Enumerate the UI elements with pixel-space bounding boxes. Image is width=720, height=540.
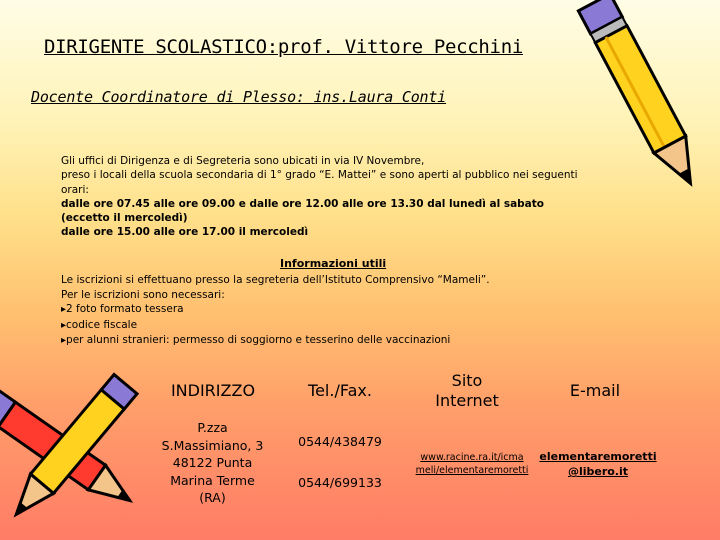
- website-line[interactable]: meli/elementaremoretti: [415, 465, 529, 476]
- office-hours-2: (eccetto il mercoledì): [61, 212, 188, 225]
- header-email: E-mail: [569, 381, 621, 400]
- email-link[interactable]: [538, 449, 658, 479]
- address-line: Marina Terme: [170, 472, 255, 488]
- website-line[interactable]: www.racine.ra.it/icma: [420, 452, 524, 463]
- phone-number: 0544/438479: [298, 434, 382, 449]
- info-line-2: Per le iscrizioni sono necessari:: [61, 288, 225, 301]
- header-sito-internet: Sito Internet: [435, 371, 499, 410]
- page-subtitle: Docente Coordinatore di Plesso: ins.Laura Conti: [31, 88, 447, 106]
- info-bullet: ▸ codice fiscale: [61, 318, 621, 334]
- crossed-pencils-icon: [0, 370, 140, 540]
- website-link[interactable]: [412, 451, 532, 477]
- address-line: (RA): [199, 490, 226, 505]
- header-tel-fax: Tel./Fax.: [308, 381, 372, 400]
- office-line-2: preso i locali della scuola secondaria di 1° grado “E. Mattei” e sono aperti al pubblico nei seguenti: [61, 169, 578, 182]
- office-hours-section: [61, 154, 621, 240]
- info-heading: Informazioni utili: [280, 257, 387, 270]
- address-line: 48122 Punta: [172, 455, 253, 470]
- info-bullet: ▸ per alunni stranieri: permesso di soggiorno e tesserino delle vaccinazioni: [61, 333, 621, 349]
- address-cell: [150, 419, 275, 507]
- email-line[interactable]: @libero.it: [567, 465, 629, 478]
- office-line-1: Gli uffici di Dirigenza e di Segreteria sono ubicati in via IV Novembre,: [61, 155, 425, 167]
- fax-number: 0544/699133: [298, 475, 382, 490]
- address-line: S.Massimiano, 3: [161, 437, 264, 453]
- office-hours-3: dalle ore 15.00 alle ore 17.00 il mercoledì: [61, 226, 309, 239]
- office-hours-1: dalle ore 07.45 alle ore 09.00 e dalle ore 12.00 alle ore 13.30 dal lunedì al sabato: [61, 197, 545, 210]
- info-bullet: ▸ 2 foto formato tessera: [61, 302, 621, 318]
- office-line-3: orari:: [61, 183, 89, 196]
- info-section: [61, 273, 621, 349]
- header-indirizzo: INDIRIZZO: [170, 381, 256, 400]
- email-line[interactable]: elementaremoretti: [539, 450, 657, 463]
- address-line: P.zza: [197, 420, 228, 435]
- page-title: DIRIGENTE SCOLASTICO:prof. Vittore Pecchini: [44, 36, 523, 58]
- info-line-1: Le iscrizioni si effettuano presso la segreteria dell’Istituto Comprensivo “Mameli”.: [61, 274, 490, 286]
